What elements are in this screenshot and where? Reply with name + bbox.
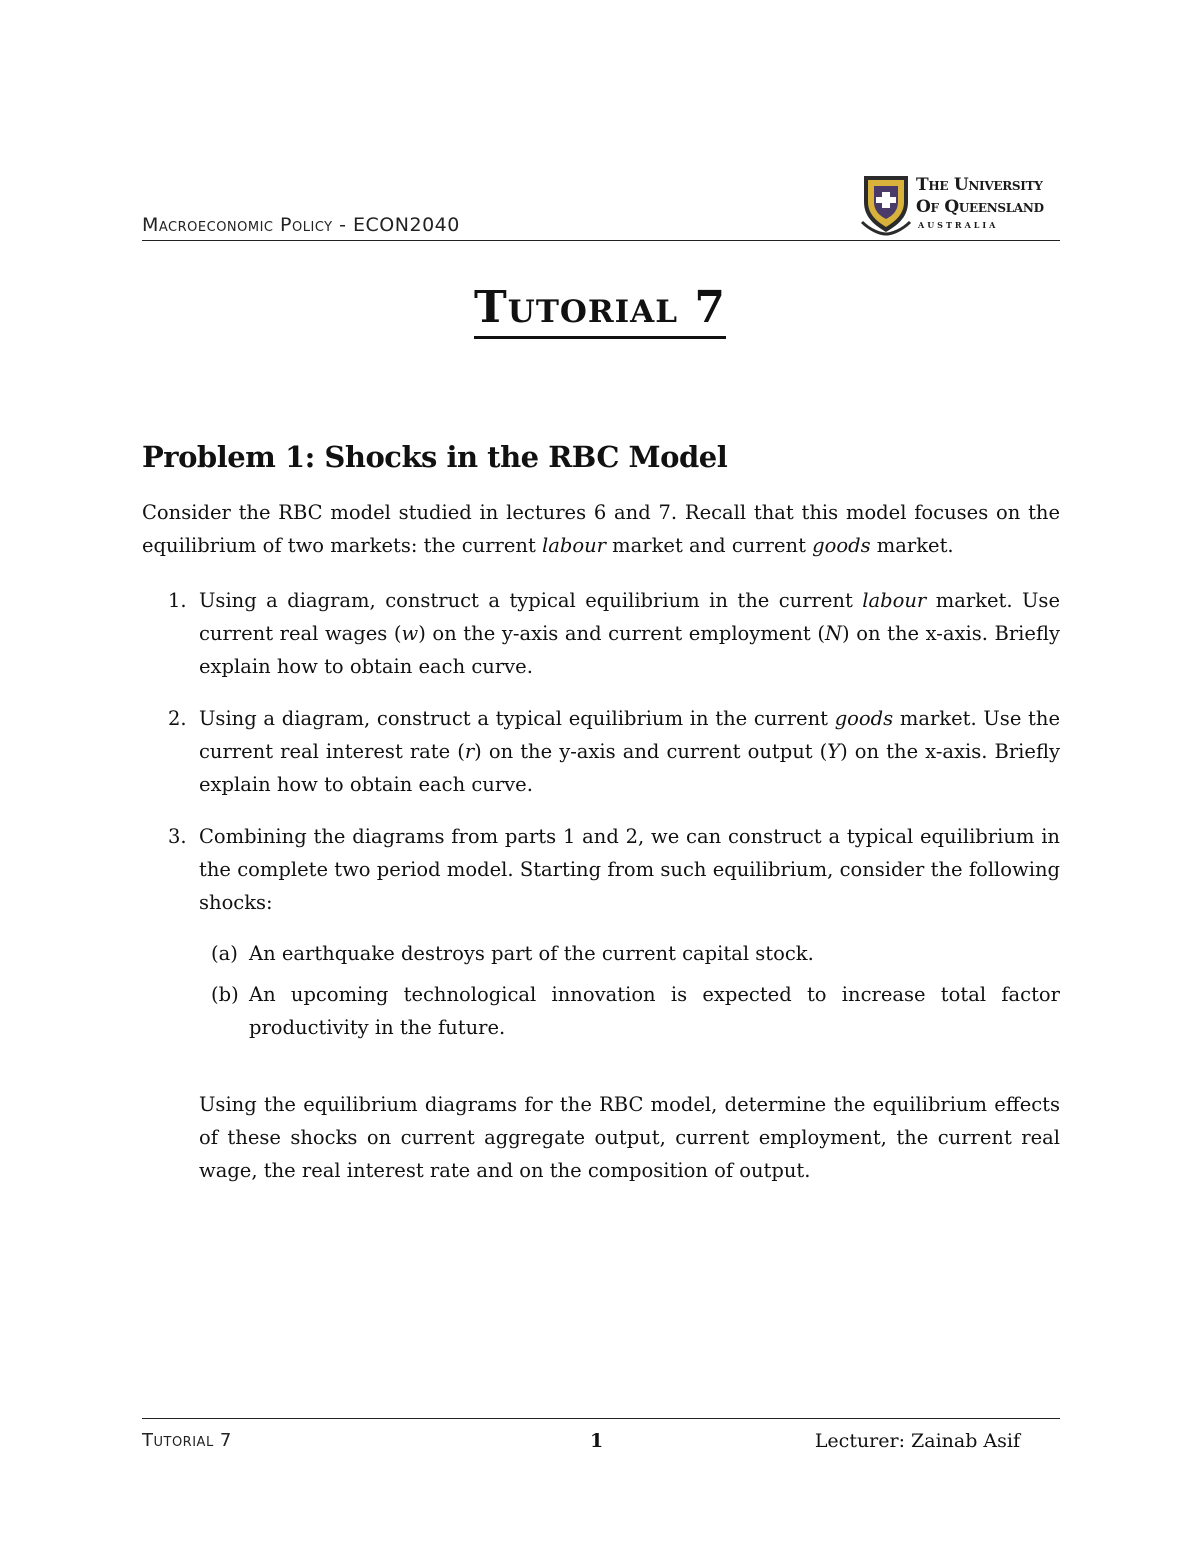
item-text-part: Using a diagram, construct a typical equilibrium in the current bbox=[199, 707, 835, 730]
sublist-item bbox=[199, 937, 1060, 970]
problem-intro bbox=[142, 496, 1060, 562]
page-header bbox=[142, 168, 1060, 242]
document-title-wrap bbox=[0, 282, 1200, 339]
sub-item-label: (b) bbox=[211, 983, 239, 1006]
list-item bbox=[142, 820, 1060, 1044]
item-text-part: Using a diagram, construct a typical equilibrium in the current bbox=[199, 589, 863, 612]
item-variable: w bbox=[401, 622, 419, 645]
lecturer-name: Lecturer: Zainab Asif bbox=[814, 1430, 1020, 1452]
item-number: 2. bbox=[168, 707, 187, 730]
footer-title: Tutorial 7 bbox=[142, 1430, 232, 1451]
sublist-item bbox=[199, 978, 1060, 1044]
university-logo bbox=[860, 172, 1060, 236]
sub-item-text: An upcoming technological innovation is expected to increase total factor productivity in the future. bbox=[249, 983, 1060, 1039]
closing-paragraph: Using the equilibrium diagrams for the RBC model, determine the equilibrium effects of these shocks on current aggregate output, current employment, the current real wage, the real interest rate and on the composition of output. bbox=[199, 1093, 1060, 1182]
logo-wordmark bbox=[916, 174, 1060, 230]
item-variable: Y bbox=[827, 740, 841, 763]
question-list bbox=[142, 584, 1060, 1044]
footer-divider bbox=[142, 1418, 1060, 1419]
intro-em-labour: labour bbox=[542, 534, 606, 557]
main-content bbox=[142, 440, 1060, 1187]
logo-line-university: The University bbox=[916, 175, 1043, 195]
problem-heading: Problem 1: Shocks in the RBC Model bbox=[142, 440, 728, 474]
list-item bbox=[142, 584, 1060, 683]
intro-em-goods: goods bbox=[812, 534, 871, 557]
item-variable: r bbox=[464, 740, 475, 763]
item-text bbox=[199, 584, 1060, 683]
item-text bbox=[199, 702, 1060, 801]
intro-text-1: Consider the RBC model studied in lectures 6 and 7. Recall that this model focuses on the equilibrium of two markets: the current bbox=[142, 501, 1060, 557]
item-text-part: market. Use current real wages ( bbox=[199, 589, 1060, 645]
item-variable: N bbox=[824, 622, 843, 645]
sub-item-label: (a) bbox=[211, 942, 238, 965]
item-text-part: market. Use the current real interest rate ( bbox=[199, 707, 1060, 763]
item-emphasis: labour bbox=[862, 589, 927, 612]
item-text-part: ) on the y-axis and current output ( bbox=[474, 740, 828, 763]
document-title: Tutorial 7 bbox=[474, 282, 726, 339]
list-item bbox=[142, 702, 1060, 801]
intro-text-2: market and current bbox=[605, 534, 813, 557]
course-title: Macroeconomic Policy - ECON2040 bbox=[142, 214, 460, 236]
logo-line-queensland: Of Queensland bbox=[916, 197, 1044, 217]
page-footer bbox=[142, 1418, 1060, 1458]
sub-item-text: An earthquake destroys part of the current capital stock. bbox=[249, 942, 814, 965]
page-number: 1 bbox=[590, 1430, 604, 1452]
header-divider bbox=[142, 240, 1060, 241]
item-number: 3. bbox=[168, 825, 187, 848]
item-number: 1. bbox=[168, 589, 187, 612]
item-text: Combining the diagrams from parts 1 and 2, we can construct a typical equilibrium in the complete two period model. Starting from such equilibrium, consider the following shocks: bbox=[199, 825, 1060, 914]
item-text-part: ) on the x-axis. Briefly explain how to obtain each curve. bbox=[199, 740, 1060, 796]
university-crest-icon bbox=[860, 172, 916, 236]
intro-text-3: market. bbox=[870, 534, 954, 557]
item-emphasis: goods bbox=[834, 707, 894, 730]
logo-line-australia: AUSTRALIA bbox=[918, 220, 999, 230]
shock-sublist bbox=[199, 937, 1060, 1044]
item-text-part: ) on the y-axis and current employment ( bbox=[418, 622, 825, 645]
item-text-part: ) on the x-axis. Briefly explain how to obtain each curve. bbox=[199, 622, 1060, 678]
